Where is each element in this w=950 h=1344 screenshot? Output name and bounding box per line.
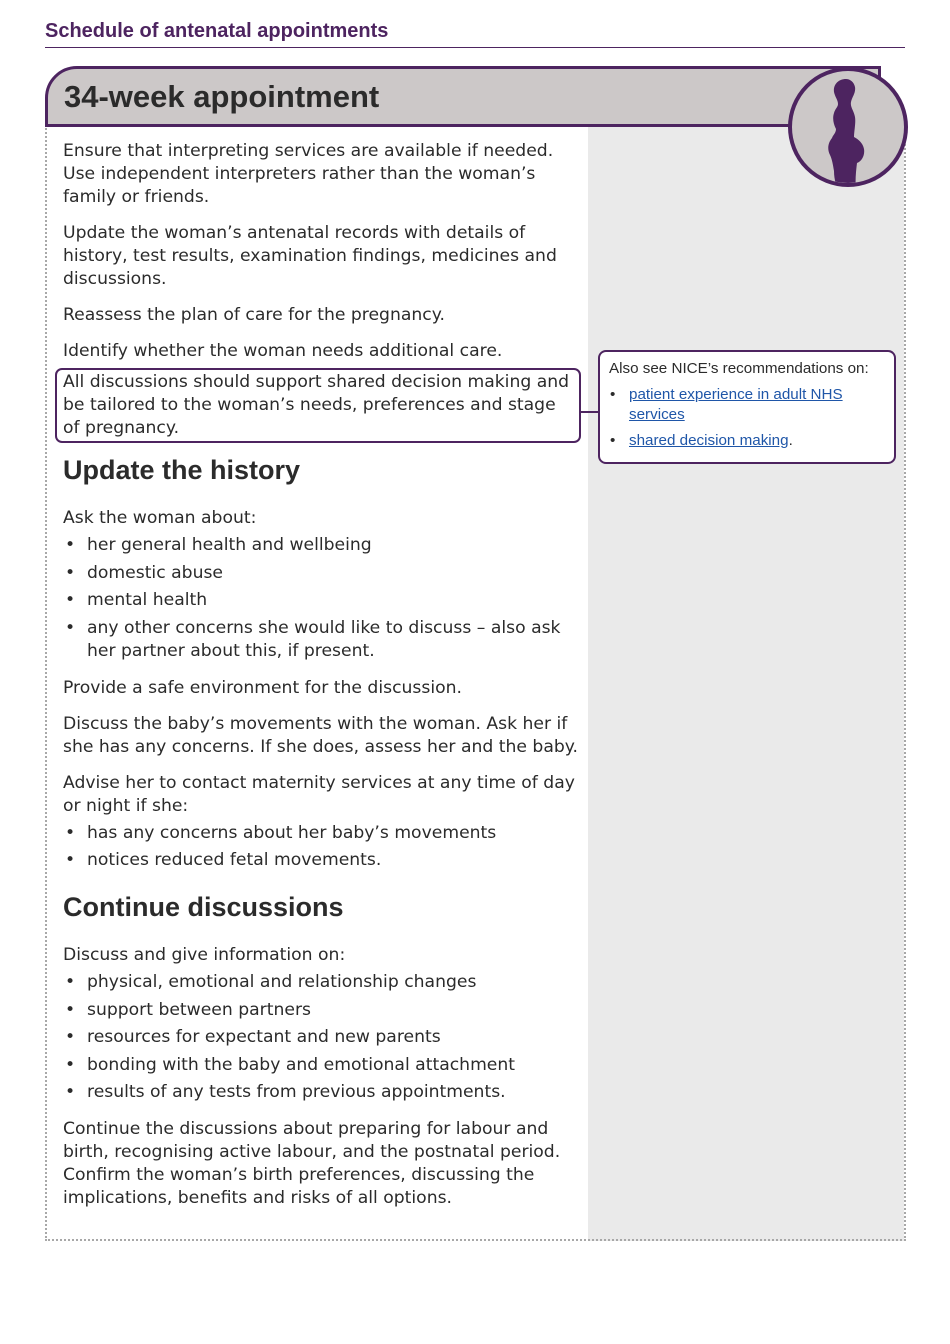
list-item: • physical, emotional and relationship changes (63, 971, 578, 994)
section-heading-discussions: Continue discussions (63, 892, 344, 922)
shared-decision-callout: All discussions should support shared decision making and be tailored to the woman’s needs, preferences and stage of pregnancy. (55, 368, 581, 443)
intro-paragraph: Update the woman’s antenatal records with details of history, test results, examination findings, medicines and discussions. (63, 223, 557, 289)
history-list (63, 534, 578, 663)
list-item: • has any concerns about her baby’s movements (63, 822, 578, 845)
link-patient-experience[interactable]: patient experience in adult NHS services (629, 386, 843, 423)
discussions-lead: Discuss and give information on: (63, 945, 346, 965)
link-shared-decision-making[interactable]: shared decision making (629, 432, 789, 449)
title-bar (45, 66, 881, 127)
list-item: • resources for expectant and new parents (63, 1026, 578, 1049)
intro-paragraph: Reassess the plan of care for the pregnancy. (63, 305, 445, 325)
intro-paragraph: Ensure that interpreting services are available if needed. Use independent interpreters rather than the woman’s family or friends. (63, 141, 554, 207)
list-item: • her general health and wellbeing (63, 534, 578, 557)
history-lead: Ask the woman about: (63, 508, 257, 528)
list-item: • bonding with the baby and emotional attachment (63, 1054, 578, 1077)
see-also-box (598, 350, 896, 464)
pregnant-woman-icon (792, 71, 904, 183)
advise-lead: Advise her to contact maternity services at any time of day or night if she: (63, 772, 575, 816)
see-also-lead: Also see NICE’s recommendations on: (609, 360, 869, 377)
main-content (63, 140, 578, 1223)
discussions-list (63, 971, 578, 1104)
see-also-list (609, 385, 887, 451)
callout-connector (580, 411, 598, 413)
see-also-item (609, 431, 887, 451)
history-paragraph: Provide a safe environment for the discussion. (63, 677, 462, 698)
list-item: • notices reduced fetal movements. (63, 849, 578, 872)
link-suffix: . (788, 432, 793, 449)
running-header: Schedule of antenatal appointments (45, 20, 905, 48)
list-item: • results of any tests from previous appointments. (63, 1081, 578, 1104)
list-item: • domestic abuse (63, 562, 578, 585)
intro-paragraph: Identify whether the woman needs additional care. (63, 341, 503, 361)
page-title: 34-week appointment (64, 79, 380, 114)
advise-list (63, 822, 578, 873)
history-paragraph: Discuss the baby’s movements with the woman. Ask her if she has any concerns. If she does, assess her and the baby. (63, 713, 578, 757)
list-item: • mental health (63, 589, 578, 612)
see-also-item (609, 385, 887, 425)
discussions-closing: Continue the discussions about preparing for labour and birth, recognising active labour, and the postnatal period. Confirm the woman’s birth preferences, discussing the implications, benefits and risks of all options. (63, 1119, 561, 1208)
section-heading-history: Update the history (63, 455, 301, 485)
pregnancy-badge (788, 67, 908, 187)
list-item: • any other concerns she would like to discuss – also ask her partner about this, if present. (63, 617, 578, 663)
list-item: • support between partners (63, 999, 578, 1022)
